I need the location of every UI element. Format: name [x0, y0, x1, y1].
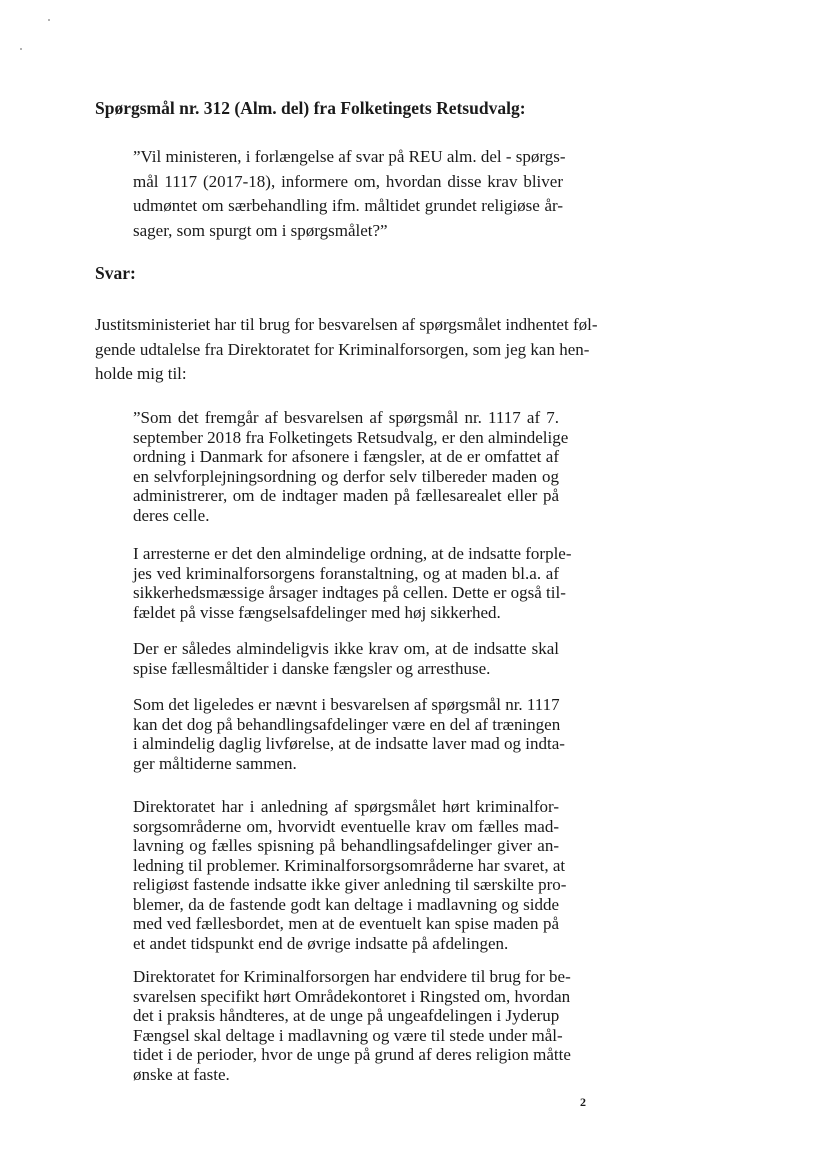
statement-line: fældet på visse fængselsafdelinger med høj sikkerhed.	[133, 602, 501, 622]
statement-line: religiøst fastende indsatte ikke giver anledning til særskilte pro-	[133, 875, 567, 894]
statement-line: administrerer, om de indtager maden på fællesarealet eller på	[133, 486, 559, 505]
intro-line: holde mig til:	[95, 364, 187, 383]
statement-line: Direktoratet har i anledning af spørgsmålet hørt kriminalfor-	[133, 797, 559, 816]
scan-speck	[48, 19, 50, 21]
statement-line: ledning til problemer. Kriminalforsorgsområderne har svaret, at	[133, 855, 566, 875]
statement-line: Direktoratet for Kriminalforsorgen har endvidere til brug for be-	[133, 967, 571, 986]
statement-paragraph	[133, 639, 559, 678]
statement-line: et andet tidspunkt end de øvrige indsatte på afdelingen.	[133, 933, 509, 953]
answer-label: Svar:	[95, 263, 136, 283]
statement-line: ger måltiderne sammen.	[133, 753, 297, 773]
statement-line: lavning og fælles spisning på behandlingsafdelinger giver an-	[133, 836, 559, 855]
intro-line: Justitsministeriet har til brug for besvarelsen af spørgsmålet indhentet føl-	[95, 315, 598, 334]
statement-line: Fængsel skal deltage i madlavning og være til stede under mål-	[133, 1025, 563, 1045]
statement-line: ønske at faste.	[133, 1064, 230, 1084]
statement-line: september 2018 fra Folketingets Retsudvalg, er den almindelige	[133, 427, 569, 447]
answer-intro	[95, 313, 598, 387]
statement-line: sorgsområderne om, hvorvidt eventuelle krav om fælles mad-	[133, 816, 559, 836]
question-line: ”Vil ministeren, i forlængelse af svar på REU alm. del - spørgs-	[133, 147, 566, 166]
statement-line: tidet i de perioder, hvor de unge på grund af deres religion måtte	[133, 1045, 571, 1064]
statement-line: ”Som det fremgår af besvarelsen af spørgsmål nr. 1117 af 7.	[133, 408, 559, 427]
statement-line: det i praksis håndteres, at de unge på ungeafdelingen i Jyderup	[133, 1006, 560, 1025]
statement-line: Der er således almindeligvis ikke krav om, at de indsatte skal	[133, 639, 559, 658]
question-line: sager, som spurgt om i spørgsmålet?”	[133, 220, 388, 240]
question-line: udmøntet om særbehandling ifm. måltidet grundet religiøse år-	[133, 196, 563, 215]
question-quote	[133, 145, 566, 243]
statement-paragraph	[133, 797, 567, 953]
question-heading: Spørgsmål nr. 312 (Alm. del) fra Folketingets Retsudvalg:	[95, 98, 526, 118]
statement-line: I arresterne er det den almindelige ordning, at de indsatte forple-	[133, 544, 572, 563]
statement-paragraph	[133, 408, 569, 525]
page-number: 2	[580, 1095, 586, 1109]
question-line: mål 1117 (2017-18), informere om, hvordan disse krav bliver	[133, 171, 563, 191]
statement-line: i almindelig daglig livførelse, at de indsatte laver mad og indta-	[133, 734, 565, 753]
statement-line: med ved fællesbordet, men at de eventuelt kan spise maden på	[133, 914, 559, 933]
statement-line: kan det dog på behandlingsafdelinger være en del af træningen	[133, 714, 561, 734]
statement-line: svarelsen specifikt hørt Områdekontoret i Ringsted om, hvordan	[133, 986, 571, 1006]
statement-paragraph	[133, 695, 565, 773]
statement-line: sikkerhedsmæssige årsager indtages på cellen. Dette er også til-	[133, 583, 566, 602]
scan-speck	[20, 48, 22, 50]
statement-line: Som det ligeledes er nævnt i besvarelsen af spørgsmål nr. 1117	[133, 695, 560, 714]
statement-line: en selvforplejningsordning og derfor selv tilbereder maden og	[133, 466, 559, 486]
statement-line: blemer, da de fastende godt kan deltage i madlavning og sidde	[133, 894, 559, 914]
statement-line: ordning i Danmark for afsonere i fængsler, at de er omfattet af	[133, 447, 559, 466]
statement-paragraph	[133, 967, 571, 1084]
intro-line: gende udtalelse fra Direktoratet for Kriminalforsorgen, som jeg kan hen-	[95, 339, 590, 359]
statement-line: spise fællesmåltider i danske fængsler og arresthuse.	[133, 658, 491, 678]
statement-line: jes ved kriminalforsorgens foranstaltning, og at maden bl.a. af	[133, 563, 559, 583]
statement-line: deres celle.	[133, 505, 210, 525]
statement-paragraph	[133, 544, 572, 622]
